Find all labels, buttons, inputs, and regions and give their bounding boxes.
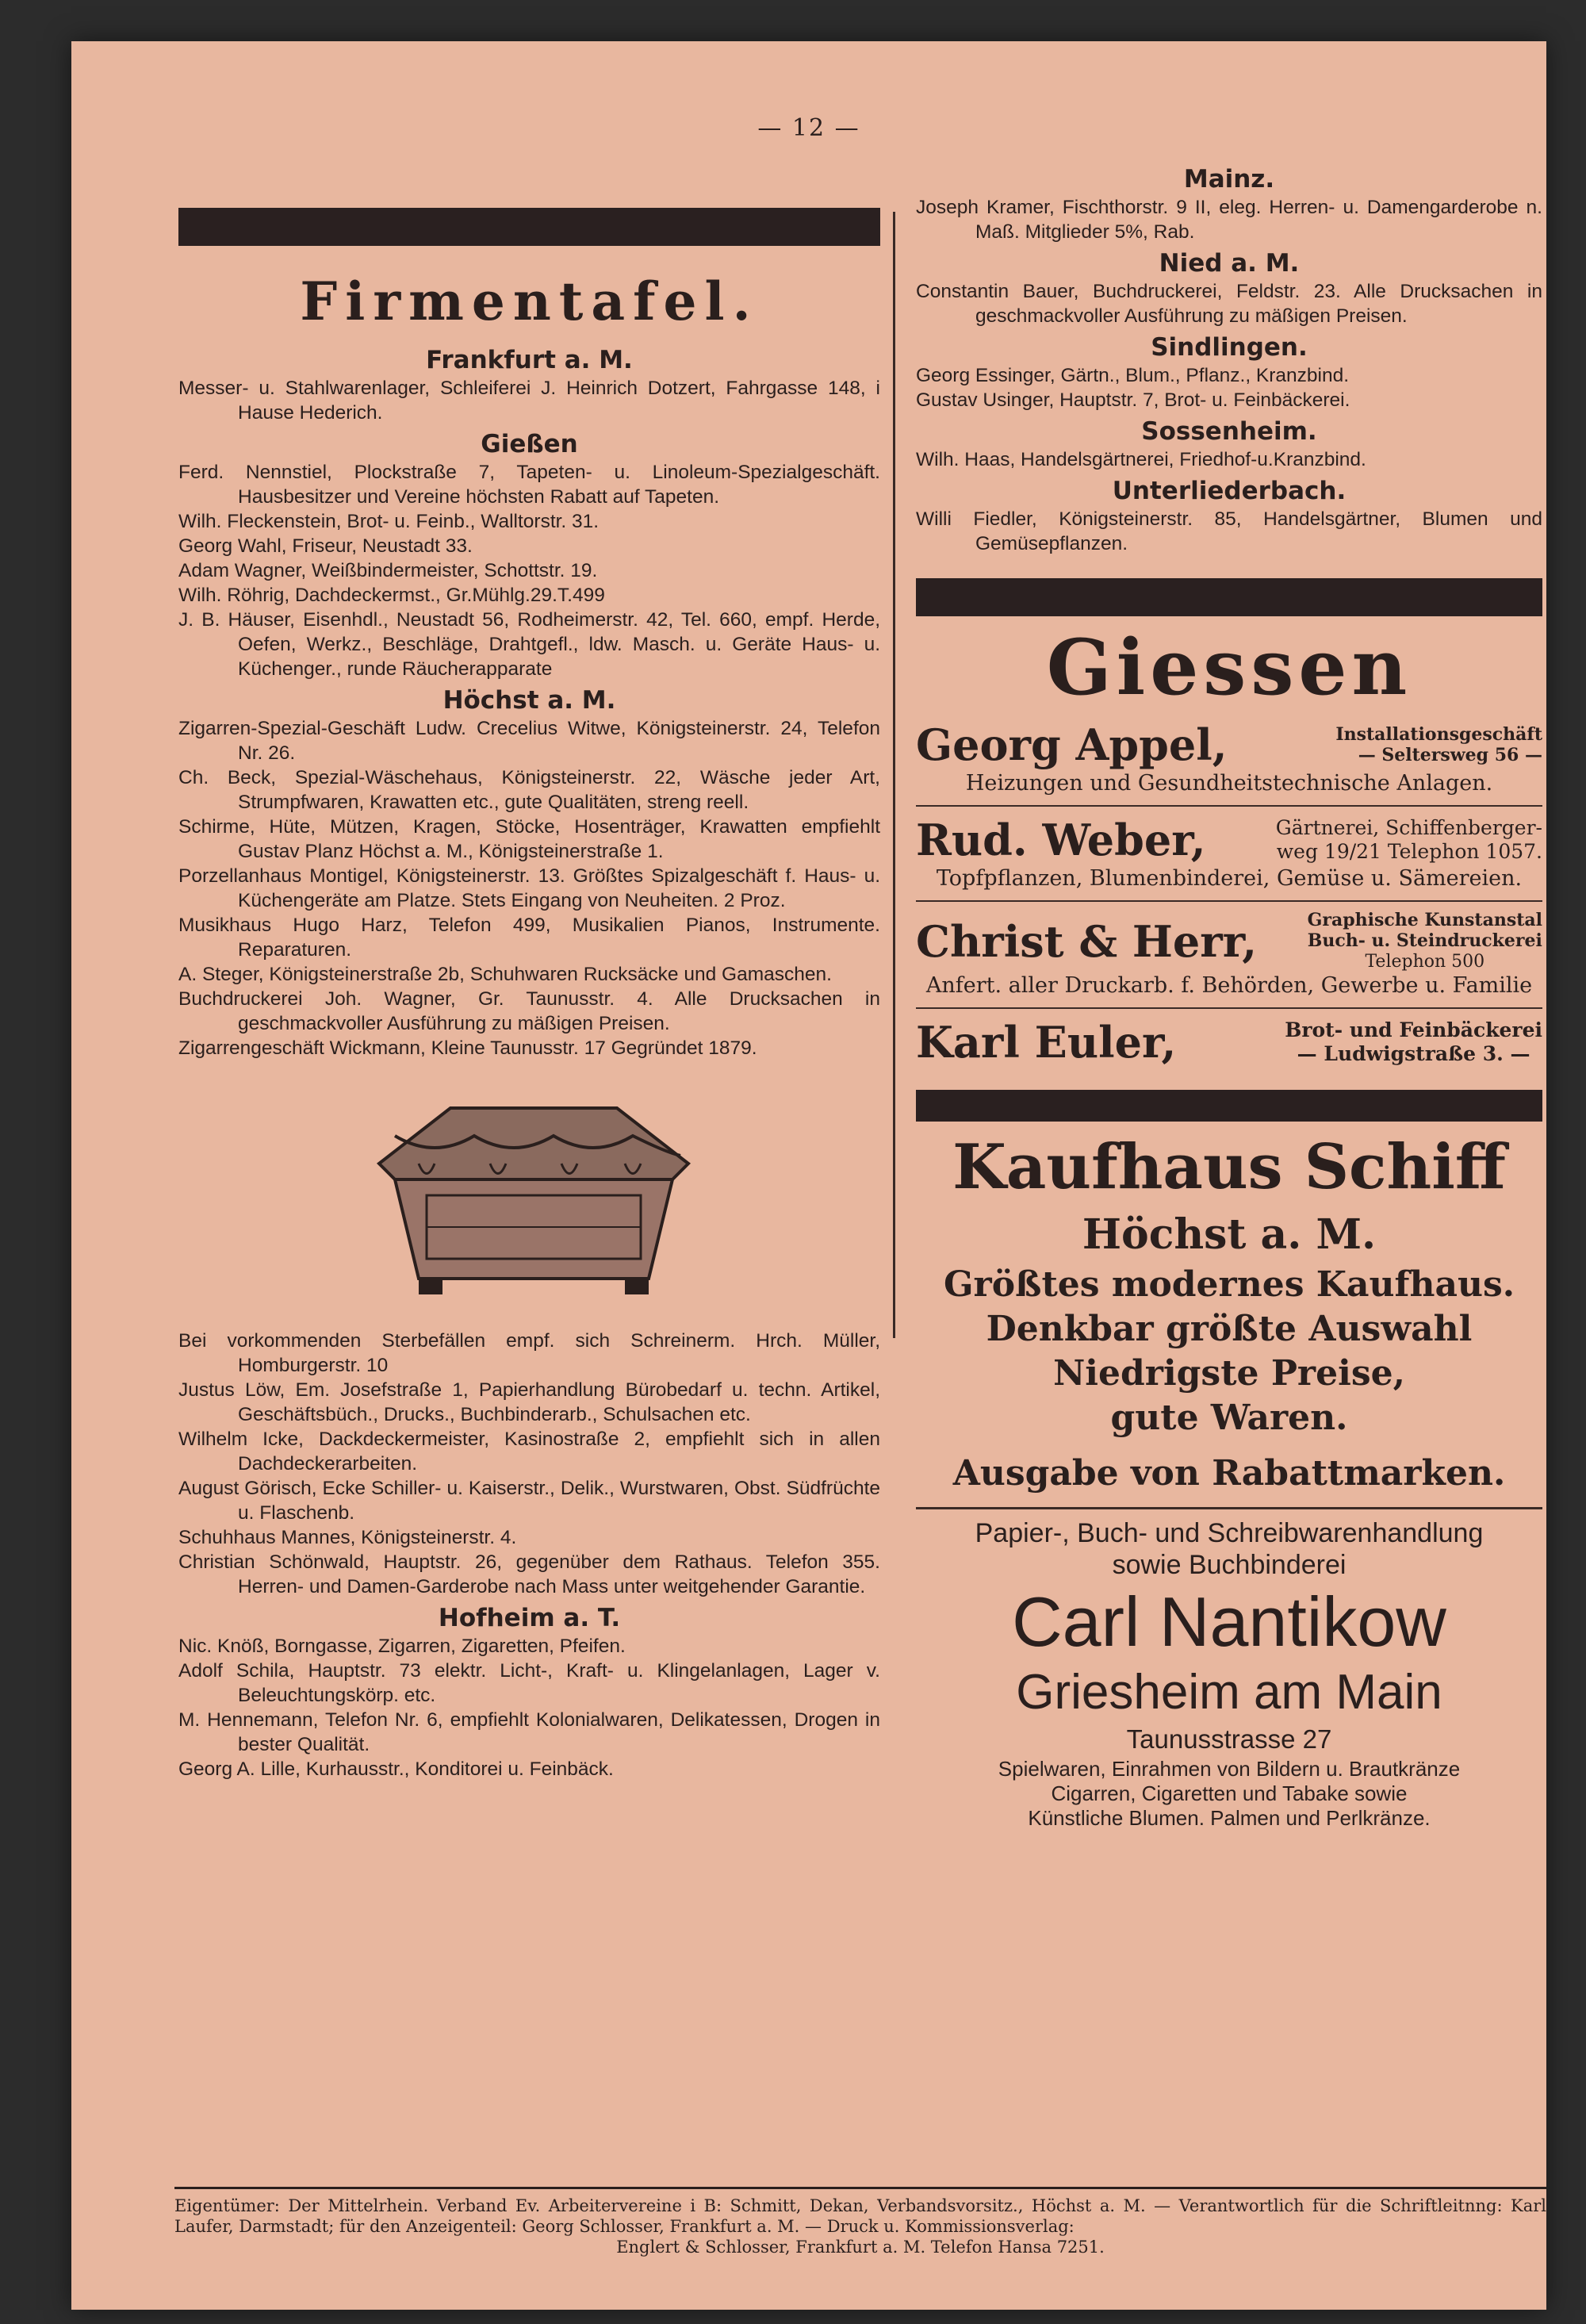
nantikow-line: Papier-, Buch- und Schreibwarenhandlung [975, 1518, 1484, 1548]
ad-row [916, 910, 1542, 972]
ad-kaufhaus-schiff [916, 1128, 1542, 1496]
ad-address-line: Installationsgeschäft [1335, 724, 1542, 745]
list-item: Zigarren-Spezial-Geschäft Ludw. Crecelius Witwe, Königsteinerstr. 24, Telefon Nr. 26. [178, 718, 880, 764]
list-item: Buchdruckerei Joh. Wagner, Gr. Taunusstr. 4. Alle Drucksachen in geschmackvoller Ausführung zu mäßigen Preisen. [178, 988, 880, 1034]
ad-address [1308, 910, 1542, 972]
list-item: Zigarrengeschäft Wickmann, Kleine Taunusstr. 17 Gegründet 1879. [178, 1037, 757, 1059]
list-item: Constantin Bauer, Buchdruckerei, Feldstr. 23. Alle Drucksachen in geschmackvoller Ausführung zu mäßigen Preisen. [916, 281, 1542, 327]
ad-address-line: Graphische Kunstanstal [1307, 910, 1542, 930]
ad-address [1285, 1018, 1542, 1066]
list-item: Porzellanhaus Montigel, Königsteinerstr. 13. Größtes Spizalgeschäft f. Haus- u. Küchengeräte am Platze. Stets Eingang von Neuheiten. 2 Proz. [178, 865, 880, 911]
list-item: Nic. Knöß, Borngasse, Zigarren, Zigaretten, Pfeifen. [178, 1636, 626, 1657]
city-heading: Mainz. [1183, 165, 1275, 194]
ad-description: Topfpflanzen, Blumenbinderei, Gemüse u. Sämereien. [936, 866, 1523, 891]
imprint-line: Eigentümer: Der Mittelrhein. Verband Ev. Arbeitervereine i B: Schmitt, Dekan, Verbandsvorsitz., Höchst a. M. — Verantwortlich für die Schriftleitnng: Karl Laufer, Darmstadt; für den Anzeigenteil: Georg Schlosser, Frankfurt a. M. — Druck u. Kommissionsverlag: [174, 2196, 1546, 2236]
ad-address-line: — Ludwigstraße 3. — [1297, 1042, 1530, 1065]
right-column [916, 160, 1542, 1839]
ad-address-line: Brot- und Feinbäckerei [1285, 1018, 1542, 1041]
kaufhaus-line: Denkbar größte Auswahl [986, 1309, 1473, 1349]
city-heading: Höchst a. M. [442, 686, 616, 715]
list-item: Messer- u. Stahlwarenlager, Schleiferei J. Heinrich Dotzert, Fahrgasse 148, i Hause Hederich. [178, 378, 880, 424]
city-heading: Sossenheim. [1141, 417, 1317, 446]
ad-address-line: Buch- u. Steindruckerei [1307, 930, 1542, 951]
ad-row [916, 1017, 1542, 1068]
list-item: Wilh. Röhrig, Dachdeckermst., Gr.Mühlg.29.T.499 [178, 585, 605, 606]
ad-christ-herr [916, 900, 1542, 1007]
giessen-heading: Giessen [1046, 623, 1412, 712]
ad-description: Anfert. aller Druckarb. f. Behörden, Gewerbe u. Familie [925, 973, 1533, 998]
list-item: Schirme, Hüte, Mützen, Kragen, Stöcke, Hosenträger, Krawatten empfiehlt Gustav Planz Höchst a. M., Königsteinerstraße 1. [178, 816, 880, 862]
ad-nantikow [916, 1507, 1542, 1839]
left-column [178, 160, 880, 1781]
coffin-illustration [331, 1076, 728, 1314]
list-item: M. Hennemann, Telefon Nr. 6, empfiehlt Kolonialwaren, Delikatessen, Drogen in bester Qualität. [178, 1709, 880, 1755]
list-item: Wilh. Haas, Handelsgärtnerei, Friedhof-u.Kranzbind. [916, 449, 1366, 470]
kaufhaus-place: Höchst a. M. [1082, 1210, 1377, 1259]
nantikow-line: Künstliche Blumen. Palmen und Perlkränze. [1028, 1806, 1431, 1830]
list-item: Gustav Usinger, Hauptstr. 7, Brot- u. Feinbäckerei. [916, 389, 1350, 411]
section-hoechst [178, 686, 880, 1060]
list-item: Christian Schönwald, Hauptstr. 26, gegenüber dem Rathaus. Telefon 355. Herren- und Damen-Garderobe nach Mass unter weitgehender Garantie. [178, 1551, 880, 1597]
section-nied [916, 249, 1542, 328]
list-item: J. B. Häuser, Eisenhdl., Neustadt 56, Rodheimerstr. 42, Tel. 660, empf. Herde, Oefen, Werkz., Beschläge, Drahtgefl., ldw. Masch. u. Geräte Haus- u. Küchenger., runde Räucherapparate [178, 609, 880, 680]
bar-kaufhaus [916, 1090, 1542, 1122]
ad-address-line: — Seltersweg 56 — [1358, 745, 1542, 765]
nantikow-place: Griesheim am Main [1016, 1665, 1442, 1720]
firmentafel-title: Firmentafel. [300, 270, 759, 332]
ad-appel [916, 711, 1542, 805]
ad-row [916, 815, 1542, 865]
list-item: Schuhhaus Mannes, Königsteinerstr. 4. [178, 1527, 517, 1548]
city-heading: Nied a. M. [1159, 249, 1300, 278]
ad-address-line: weg 19/21 Telephon 1057. [1276, 840, 1542, 863]
list-item: Georg A. Lille, Kurhausstr., Konditorei u. Feinbäck. [178, 1758, 614, 1780]
ad-euler [916, 1007, 1542, 1076]
city-heading: Frankfurt a. M. [426, 346, 633, 374]
list-item: Georg Wahl, Friseur, Neustadt 33. [178, 535, 473, 557]
list-item: Bei vorkommenden Sterbefällen empf. sich Schreinerm. Hrch. Müller, Homburgerstr. 10 [178, 1330, 880, 1376]
section-hoechst-continued [178, 1329, 880, 1599]
list-item: Musikhaus Hugo Harz, Telefon 499, Musikalien Pianos, Instrumente. Reparaturen. [178, 915, 880, 961]
bar-giessen [916, 578, 1542, 616]
list-item: Adam Wagner, Weißbindermeister, Schottstr. 19. [178, 560, 598, 581]
section-sossenheim [916, 417, 1542, 472]
ad-weber [916, 805, 1542, 900]
section-giessen [178, 430, 880, 681]
city-heading: Hofheim a. T. [438, 1604, 621, 1632]
newspaper-page [71, 41, 1546, 2310]
ad-name: Georg Appel, [916, 719, 1228, 770]
section-unterliederbach [916, 477, 1542, 556]
list-item: Joseph Kramer, Fischthorstr. 9 II, eleg. Herren- u. Damengarderobe n. Maß. Mitglieder 5%, Rab. [916, 197, 1542, 243]
list-item: Wilh. Fleckenstein, Brot- u. Feinb., Walltorstr. 31. [178, 511, 600, 532]
section-mainz [916, 165, 1542, 244]
page-number: — 12 — [757, 114, 860, 142]
ad-name: Rud. Weber, [916, 815, 1206, 865]
kaufhaus-line: Ausgabe von Rabattmarken. [952, 1453, 1506, 1494]
kaufhaus-line: gute Waren. [1110, 1398, 1348, 1438]
list-item: Georg Essinger, Gärtn., Blum., Pflanz., Kranzbind. [916, 365, 1350, 386]
ad-address [1276, 816, 1542, 864]
ad-name: Karl Euler, [916, 1017, 1177, 1068]
list-item: A. Steger, Königsteinerstraße 2b, Schuhwaren Rucksäcke und Gamaschen. [178, 964, 832, 985]
kaufhaus-name: Kaufhaus Schiff [952, 1131, 1506, 1203]
section-hofheim [178, 1604, 880, 1781]
list-item: Justus Löw, Em. Josefstraße 1, Papierhandlung Bürobedarf u. techn. Artikel, Geschäftsbüch., Drucks., Buchbinderarb., Schulsachen etc. [178, 1379, 880, 1425]
kaufhaus-line: Niedrigste Preise, [1053, 1353, 1405, 1394]
nantikow-line: Cigarren, Cigaretten und Tabake sowie [1051, 1781, 1408, 1805]
ad-address [1335, 724, 1542, 765]
top-bar-left [178, 208, 880, 246]
ad-address-line: Gärtnerei, Schiffenberger- [1275, 816, 1542, 839]
imprint-footer [174, 2187, 1546, 2257]
city-heading: Unterliederbach. [1112, 477, 1347, 505]
ad-address-line: Telephon 500 [1365, 952, 1485, 972]
nantikow-street: Taunusstrasse 27 [1126, 1724, 1332, 1754]
column-divider [893, 212, 895, 1338]
ad-row [916, 719, 1542, 770]
nantikow-line: sowie Buchbinderei [1112, 1550, 1347, 1580]
city-heading: Gießen [481, 430, 578, 458]
nantikow-name: Carl Nantikow [1012, 1582, 1446, 1661]
kaufhaus-line: Größtes modernes Kaufhaus. [943, 1264, 1515, 1305]
ad-description: Heizungen und Gesundheitstechnische Anlagen. [965, 771, 1493, 796]
ad-name: Christ & Herr, [916, 915, 1258, 967]
list-item: Ferd. Nennstiel, Plockstraße 7, Tapeten- u. Linoleum-Spezialgeschäft. Hausbesitzer und Vereine höchsten Rabatt auf Tapeten. [178, 462, 880, 508]
list-item: August Görisch, Ecke Schiller- u. Kaiserstr., Delik., Wurstwaren, Obst. Südfrüchte u. Flaschenb. [178, 1478, 880, 1524]
section-sindlingen [916, 333, 1542, 412]
nantikow-line: Spielwaren, Einrahmen von Bildern u. Brautkränze [998, 1757, 1461, 1781]
list-item: Ch. Beck, Spezial-Wäschehaus, Königsteinerstr. 22, Wäsche jeder Art, Strumpfwaren, Krawatten etc., gute Qualitäten, streng reell. [178, 767, 880, 813]
section-frankfurt [178, 346, 880, 425]
list-item: Wilhelm Icke, Dackdeckermeister, Kasinostraße 2, empfiehlt sich in allen Dachdeckerarbeiten. [178, 1429, 880, 1475]
imprint-line: Englert & Schlosser, Frankfurt a. M. Telefon Hansa 7251. [616, 2238, 1105, 2257]
city-heading: Sindlingen. [1151, 333, 1308, 362]
list-item: Willi Fiedler, Königsteinerstr. 85, Handelsgärtner, Blumen und Gemüsepflanzen. [916, 508, 1542, 554]
list-item: Adolf Schila, Hauptstr. 73 elektr. Licht-, Kraft- u. Klingelanlagen, Lager v. Beleuchtungskörp. etc. [178, 1660, 880, 1706]
